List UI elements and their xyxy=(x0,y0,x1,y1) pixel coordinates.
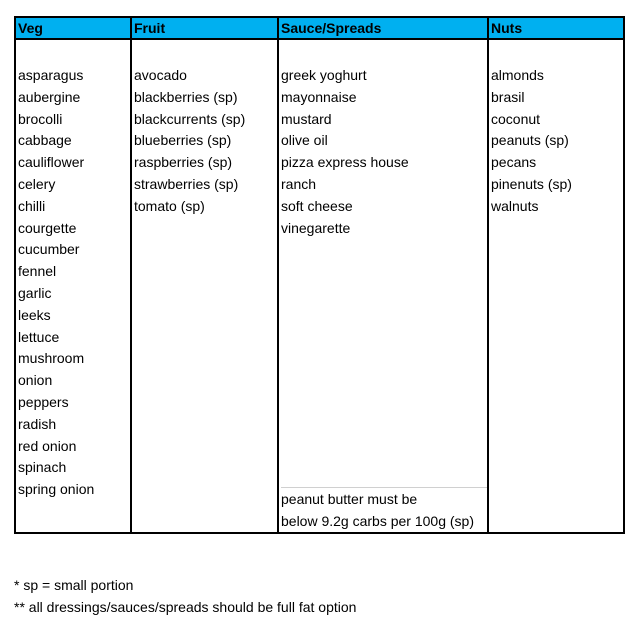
veg-item: asparagus xyxy=(18,67,84,83)
header-fruit: Fruit xyxy=(131,17,278,39)
header-sauce-spreads: Sauce/Spreads xyxy=(278,17,488,39)
veg-item: lettuce xyxy=(18,328,60,345)
sauce-item: vinegarette xyxy=(281,219,351,236)
footnote-full-fat: ** all dressings/sauces/spreads should be full fat option xyxy=(14,599,357,615)
veg-item: brocolli xyxy=(18,110,63,127)
peanut-butter-note-line2: below 9.2g carbs per 100g (sp) xyxy=(281,513,474,529)
peanut-butter-note-line1: peanut butter must be xyxy=(281,487,487,510)
nuts-item: pinenuts (sp) xyxy=(491,175,572,192)
veg-item: cabbage xyxy=(18,132,72,149)
veg-item: spring onion xyxy=(18,481,95,498)
body-row xyxy=(15,39,624,533)
sauce-item: ranch xyxy=(281,175,317,192)
header-veg: Veg xyxy=(15,17,131,39)
veg-item: mushroom xyxy=(18,350,85,367)
veg-item: chilli xyxy=(18,197,46,214)
sauce-column xyxy=(278,39,488,533)
veg-item: courgette xyxy=(18,219,77,236)
sauce-item: pizza express house xyxy=(281,154,409,171)
fruit-item: tomato (sp) xyxy=(134,197,205,214)
nuts-column xyxy=(488,39,624,533)
veg-item: celery xyxy=(18,175,56,192)
nuts-item: walnuts xyxy=(491,197,539,214)
header-row xyxy=(15,17,624,39)
fruit-item: blueberries (sp) xyxy=(134,132,232,149)
sauce-item: mustard xyxy=(281,110,332,127)
fruit-column xyxy=(131,39,278,533)
fruit-item: blackcurrents (sp) xyxy=(134,110,246,127)
veg-item: red onion xyxy=(18,437,77,454)
sauce-list xyxy=(279,40,487,239)
nuts-list xyxy=(489,40,623,218)
veg-item: garlic xyxy=(18,284,52,301)
fruit-item: blackberries (sp) xyxy=(134,88,238,105)
veg-item: onion xyxy=(18,372,53,389)
peanut-butter-note xyxy=(281,487,487,532)
veg-item: spinach xyxy=(18,459,67,476)
footnote-small-portion: * sp = small portion xyxy=(14,577,134,593)
nuts-item: almonds xyxy=(491,67,544,83)
veg-item: aubergine xyxy=(18,88,81,105)
nuts-item: pecans xyxy=(491,154,537,171)
fruit-list xyxy=(132,40,277,218)
veg-item: cucumber xyxy=(18,241,80,258)
sauce-item: mayonnaise xyxy=(281,88,357,105)
nuts-item: peanuts (sp) xyxy=(491,132,569,149)
veg-column xyxy=(15,39,131,533)
veg-item: cauliflower xyxy=(18,154,85,171)
header-nuts: Nuts xyxy=(488,17,624,39)
footnotes xyxy=(14,574,356,618)
fruit-item: strawberries (sp) xyxy=(134,175,239,192)
veg-item: peppers xyxy=(18,393,69,410)
veg-item: radish xyxy=(18,415,57,432)
nuts-item: brasil xyxy=(491,88,525,105)
sauce-item: greek yoghurt xyxy=(281,67,367,83)
fruit-item: avocado xyxy=(134,67,187,83)
food-table xyxy=(14,16,625,534)
nuts-item: coconut xyxy=(491,110,541,127)
food-list-sheet xyxy=(14,16,623,534)
veg-list xyxy=(16,40,130,501)
sauce-item: soft cheese xyxy=(281,197,353,214)
fruit-item: raspberries (sp) xyxy=(134,154,233,171)
sauce-item: olive oil xyxy=(281,132,328,149)
veg-item: leeks xyxy=(18,306,51,323)
veg-item: fennel xyxy=(18,263,57,280)
